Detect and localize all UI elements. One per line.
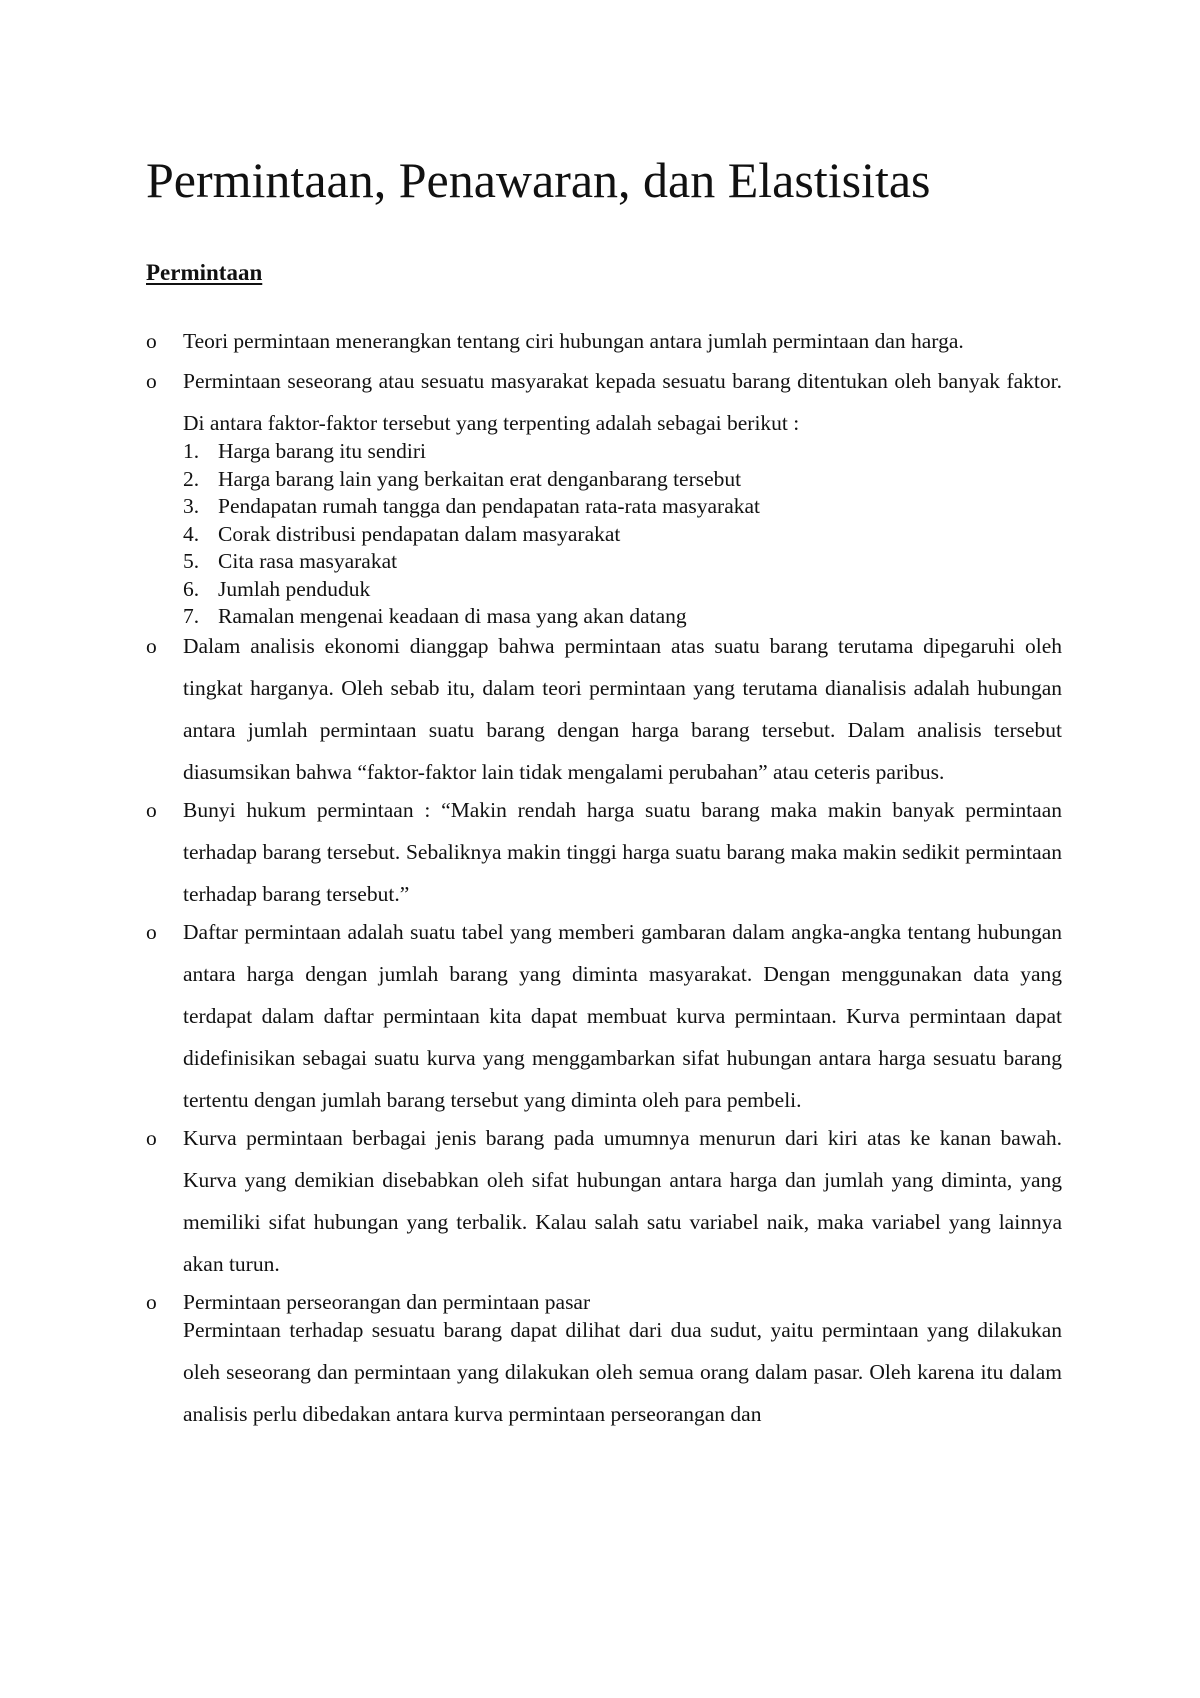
document-body: [146, 328, 1062, 1433]
list-item: [183, 576, 1062, 604]
bullet-text: Permintaan seseorang atau sesuatu masyarakat kepada sesuatu barang ditentukan oleh banyak faktor. Di antara faktor-faktor tersebut yang terpenting adalah sebagai berikut :: [183, 369, 1062, 435]
list-text: Jumlah penduduk: [218, 576, 371, 601]
list-item: [183, 493, 1062, 521]
list-text: Ramalan mengenai keadaan di masa yang akan datang: [218, 604, 687, 628]
bullet-marker: o: [146, 1125, 157, 1150]
bullet-item: [146, 919, 1062, 1129]
bullet-text: Permintaan perseorangan dan permintaan pasar: [183, 1289, 591, 1314]
bullet-text: Teori permintaan menerangkan tentang ciri hubungan antara jumlah permintaan dan harga.: [183, 329, 964, 353]
list-number: 4.: [183, 521, 200, 546]
list-text: Cita rasa masyarakat: [218, 549, 398, 573]
list-number: 6.: [183, 576, 200, 601]
list-item: [183, 521, 1062, 549]
bullet-item: [146, 1289, 1062, 1441]
factor-list: [183, 438, 1062, 631]
bullet-text: Bunyi hukum permintaan : “Makin rendah harga suatu barang maka makin banyak permintaan terhadap barang tersebut. Sebaliknya makin tinggi harga suatu barang maka makin sedikit permintaan terhadap barang tersebut.”: [183, 797, 1062, 906]
bullet-marker: o: [146, 1289, 157, 1314]
list-number: 5.: [183, 549, 200, 573]
bullet-item: [146, 633, 1062, 801]
bullet-text: Dalam analisis ekonomi dianggap bahwa permintaan atas suatu barang terutama dipegaruhi oleh tingkat harganya. Oleh sebab itu, dalam teori permintaan yang terutama dianalisis adalah hubungan antara jumlah permintaan suatu barang dengan harga barang tersebut. Dalam analisis tersebut diasumsikan bahwa “faktor-faktor lain tidak mengalami perubahan” atau ceteris paribus.: [183, 633, 1062, 784]
document-title: Permintaan, Penawaran, dan Elastisitas: [146, 152, 931, 208]
list-number: 1.: [183, 439, 200, 463]
section-heading: Permintaan: [146, 260, 263, 285]
list-number: 2.: [183, 466, 200, 491]
bullet-continuation: Permintaan terhadap sesuatu barang dapat dilihat dari dua sudut, yaitu permintaan yang dilakukan oleh seseorang dan permintaan yang dilakukan oleh semua orang dalam pasar. Oleh karena itu dalam analisis perlu dibedakan antara kurva permintaan perseorangan dan: [183, 1317, 1062, 1426]
bullet-text: Daftar permintaan adalah suatu tabel yang memberi gambaran dalam angka-angka tentang hubungan antara harga dengan jumlah barang yang diminta masyarakat. Dengan menggunakan data yang terdapat dalam daftar permintaan kita dapat membuat kurva permintaan. Kurva permintaan dapat didefinisikan sebagai suatu kurva yang menggambarkan sifat hubungan antara harga sesuatu barang tertentu dengan jumlah barang tersebut yang diminta oleh para pembeli.: [183, 919, 1062, 1112]
list-text: Corak distribusi pendapatan dalam masyarakat: [218, 521, 621, 546]
bullet-item: [146, 368, 1062, 631]
bullet-text: Kurva permintaan berbagai jenis barang pada umumnya menurun dari kiri atas ke kanan bawah. Kurva yang demikian disebabkan oleh sifat hubungan antara harga dan jumlah yang diminta, yang memiliki sifat hubungan yang terbalik. Kalau salah satu variabel naik, maka variabel yang lainnya akan turun.: [183, 1125, 1062, 1276]
list-item: [183, 548, 1062, 576]
bullet-marker: o: [146, 633, 157, 658]
bullet-item: [146, 797, 1062, 923]
bullet-marker: o: [146, 329, 157, 353]
list-text: Harga barang lain yang berkaitan erat denganbarang tersebut: [218, 466, 742, 491]
list-number: 7.: [183, 604, 200, 628]
bullet-marker: o: [146, 919, 157, 944]
list-text: Pendapatan rumah tangga dan pendapatan rata-rata masyarakat: [218, 494, 761, 518]
list-number: 3.: [183, 494, 200, 518]
list-item: [183, 466, 1062, 494]
list-item: [183, 438, 1062, 466]
bullet-item: [146, 1125, 1062, 1293]
bullet-marker: o: [146, 369, 157, 393]
bullet-marker: o: [146, 797, 157, 822]
list-text: Harga barang itu sendiri: [218, 439, 426, 463]
